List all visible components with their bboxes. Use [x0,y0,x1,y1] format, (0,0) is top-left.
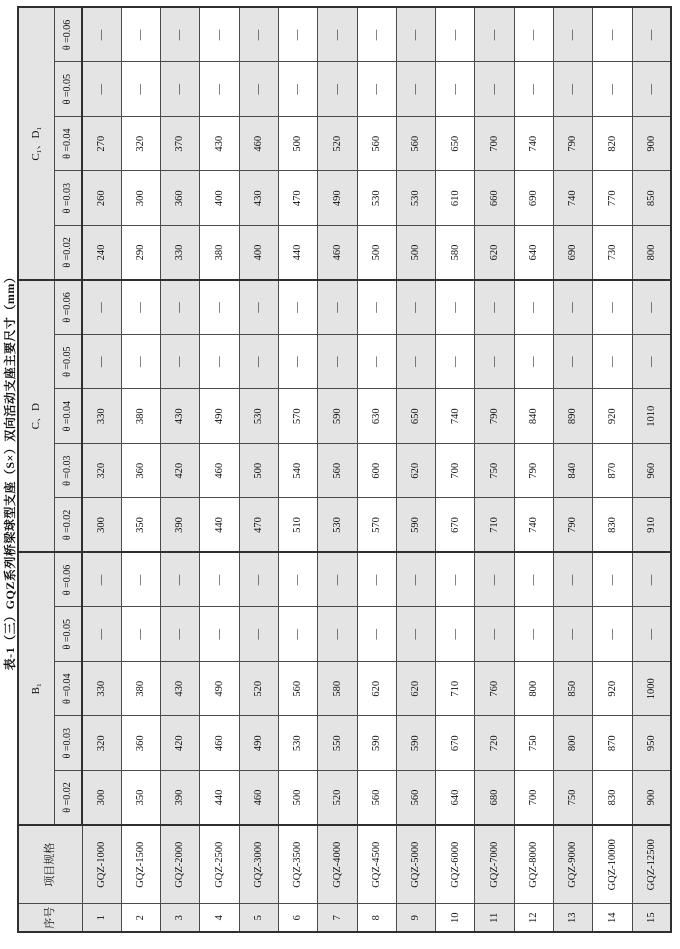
value-cell: 530 [278,716,317,771]
row-index-cell: 5 [239,904,278,932]
value-cell: 550 [318,716,357,771]
value-cell: — [357,62,396,117]
value-cell: — [357,7,396,62]
value-cell: 750 [514,716,553,771]
value-cell: 800 [554,716,593,771]
value-cell: 520 [318,116,357,171]
value-cell: 460 [239,771,278,826]
value-cell: — [318,7,357,62]
spec-cell: GQZ-12500 [632,825,671,904]
value-cell: 1010 [632,389,671,444]
value-cell: 830 [593,498,632,553]
value-cell: — [554,334,593,389]
theta-header: θ =0.02 [54,498,82,553]
value-cell: 400 [239,225,278,280]
group-header-c1d1: C₁、D₁ [18,7,54,280]
value-cell: — [161,280,200,335]
value-cell: — [514,607,553,662]
value-cell: — [278,607,317,662]
spec-cell: GQZ-4000 [318,825,357,904]
row-index-cell: 8 [357,904,396,932]
col-header-index: 序号 [18,904,82,932]
value-cell: 920 [593,389,632,444]
value-cell: — [475,607,514,662]
value-cell: 740 [514,498,553,553]
value-cell: 560 [318,443,357,498]
value-cell: 460 [200,716,239,771]
value-cell: — [200,62,239,117]
value-cell: — [239,7,278,62]
value-cell: — [554,62,593,117]
value-cell: 580 [436,225,475,280]
value-cell: 660 [475,171,514,226]
value-cell: — [239,280,278,335]
value-cell: 510 [278,498,317,553]
value-cell: 360 [121,716,160,771]
row-index-cell: 10 [436,904,475,932]
value-cell: — [436,62,475,117]
value-cell: 870 [593,443,632,498]
value-cell: 430 [239,171,278,226]
value-cell: — [436,280,475,335]
value-cell: 460 [200,443,239,498]
value-cell: — [514,7,553,62]
value-cell: 710 [475,498,514,553]
value-cell: 500 [278,116,317,171]
value-cell: — [593,62,632,117]
table-row [475,7,514,932]
value-cell: 560 [357,771,396,826]
value-cell: — [318,552,357,607]
table-row [593,7,632,932]
value-cell: — [436,607,475,662]
table-row [278,7,317,932]
theta-header: θ =0.05 [54,334,82,389]
value-cell: — [632,334,671,389]
theta-header: θ =0.04 [54,389,82,444]
value-cell: 790 [475,389,514,444]
value-cell: 240 [82,225,121,280]
value-cell: — [82,280,121,335]
value-cell: — [632,280,671,335]
value-cell: — [396,62,435,117]
value-cell: 500 [357,225,396,280]
value-cell: 830 [593,771,632,826]
value-cell: — [278,552,317,607]
value-cell: 270 [82,116,121,171]
row-index-cell: 6 [278,904,317,932]
row-index-cell: 7 [318,904,357,932]
value-cell: — [632,62,671,117]
value-cell: 520 [239,662,278,717]
row-index-cell: 4 [200,904,239,932]
value-cell: 520 [318,771,357,826]
value-cell: 380 [121,662,160,717]
value-cell: 350 [121,771,160,826]
value-cell: 370 [161,116,200,171]
table-row [357,7,396,932]
value-cell: 440 [200,771,239,826]
value-cell: 320 [82,716,121,771]
row-index-cell: 3 [161,904,200,932]
value-cell: — [82,7,121,62]
value-cell: 700 [475,116,514,171]
value-cell: — [200,7,239,62]
value-cell: 920 [593,662,632,717]
value-cell: — [357,607,396,662]
spec-cell: GQZ-1000 [82,825,121,904]
table-row [161,7,200,932]
theta-header: θ =0.03 [54,171,82,226]
value-cell: — [121,607,160,662]
theta-header: θ =0.06 [54,280,82,335]
value-cell: 950 [632,716,671,771]
table-row [436,7,475,932]
value-cell: 290 [121,225,160,280]
value-cell: 590 [396,498,435,553]
value-cell: 590 [357,716,396,771]
value-cell: — [554,280,593,335]
table-row [121,7,160,932]
value-cell: 690 [554,225,593,280]
value-cell: — [239,552,278,607]
value-cell: 530 [396,171,435,226]
value-cell: — [632,552,671,607]
value-cell: 590 [396,716,435,771]
value-cell: 380 [121,389,160,444]
value-cell: 610 [436,171,475,226]
value-cell: — [514,552,553,607]
value-cell: 560 [357,116,396,171]
value-cell: 1000 [632,662,671,717]
value-cell: 740 [436,389,475,444]
value-cell: 500 [396,225,435,280]
value-cell: — [278,62,317,117]
row-index-cell: 12 [514,904,553,932]
value-cell: 490 [318,171,357,226]
value-cell: 650 [436,116,475,171]
value-cell: — [161,62,200,117]
spec-cell: GQZ-10000 [593,825,632,904]
value-cell: 790 [554,498,593,553]
value-cell: 870 [593,716,632,771]
value-cell: 580 [318,662,357,717]
value-cell: 300 [82,498,121,553]
value-cell: 470 [278,171,317,226]
value-cell: 850 [632,171,671,226]
value-cell: 640 [436,771,475,826]
value-cell: — [121,552,160,607]
value-cell: — [396,280,435,335]
value-cell: 710 [436,662,475,717]
value-cell: 650 [396,389,435,444]
theta-header: θ =0.02 [54,225,82,280]
value-cell: 460 [318,225,357,280]
value-cell: — [554,552,593,607]
value-cell: 630 [357,389,396,444]
value-cell: 760 [475,662,514,717]
value-cell: 390 [161,498,200,553]
row-index-cell: 2 [121,904,160,932]
col-header-spec: 项目规格 [18,825,82,904]
value-cell: — [436,552,475,607]
value-cell: 330 [82,662,121,717]
value-cell: — [357,280,396,335]
value-cell: 770 [593,171,632,226]
spec-cell: GQZ-5000 [396,825,435,904]
value-cell: 960 [632,443,671,498]
value-cell: — [632,7,671,62]
value-cell: 470 [239,498,278,553]
table-row [318,7,357,932]
value-cell: 400 [200,171,239,226]
value-cell: — [357,552,396,607]
spec-cell: GQZ-3500 [278,825,317,904]
theta-header: θ =0.04 [54,116,82,171]
row-index-cell: 14 [593,904,632,932]
theta-header: θ =0.04 [54,662,82,717]
theta-header: θ =0.03 [54,443,82,498]
value-cell: — [121,62,160,117]
value-cell: — [239,607,278,662]
value-cell: — [593,607,632,662]
value-cell: — [239,62,278,117]
value-cell: — [318,607,357,662]
value-cell: 420 [161,443,200,498]
value-cell: — [396,7,435,62]
value-cell: — [200,607,239,662]
value-cell: — [200,552,239,607]
table-row [514,7,553,932]
table-row [82,7,121,932]
value-cell: 460 [239,116,278,171]
value-cell: 910 [632,498,671,553]
value-cell: 350 [121,498,160,553]
value-cell: 320 [82,443,121,498]
value-cell: 740 [514,116,553,171]
value-cell: 430 [200,116,239,171]
value-cell: 360 [121,443,160,498]
value-cell: — [396,334,435,389]
value-cell: 680 [475,771,514,826]
value-cell: 540 [278,443,317,498]
value-cell: 570 [278,389,317,444]
value-cell: — [318,62,357,117]
value-cell: — [121,334,160,389]
row-index-cell: 15 [632,904,671,932]
value-cell: 750 [475,443,514,498]
value-cell: 800 [632,225,671,280]
value-cell: 790 [554,116,593,171]
value-cell: 900 [632,116,671,171]
value-cell: — [318,334,357,389]
value-cell: — [200,334,239,389]
value-cell: — [357,334,396,389]
value-cell: 740 [554,171,593,226]
value-cell: 620 [357,662,396,717]
table-row [239,7,278,932]
value-cell: 430 [161,662,200,717]
value-cell: 420 [161,716,200,771]
value-cell: 560 [396,771,435,826]
value-cell: 690 [514,171,553,226]
value-cell: — [475,62,514,117]
spec-cell: GQZ-7000 [475,825,514,904]
value-cell: 600 [357,443,396,498]
value-cell: — [161,7,200,62]
value-cell: — [82,334,121,389]
row-index-cell: 13 [554,904,593,932]
value-cell: 820 [593,116,632,171]
value-cell: 570 [357,498,396,553]
value-cell: — [200,280,239,335]
value-cell: 560 [278,662,317,717]
value-cell: 750 [554,771,593,826]
theta-header: θ =0.05 [54,62,82,117]
value-cell: — [593,7,632,62]
value-cell: 560 [396,116,435,171]
value-cell: — [161,334,200,389]
value-cell: — [475,552,514,607]
value-cell: 320 [121,116,160,171]
spec-cell: GQZ-4500 [357,825,396,904]
value-cell: — [82,62,121,117]
value-cell: — [514,280,553,335]
row-index-cell: 11 [475,904,514,932]
value-cell: — [475,334,514,389]
value-cell: 260 [82,171,121,226]
value-cell: — [121,280,160,335]
value-cell: — [436,7,475,62]
spec-cell: GQZ-2000 [161,825,200,904]
value-cell: — [396,552,435,607]
value-cell: 670 [436,498,475,553]
value-cell: — [161,607,200,662]
value-cell: — [514,334,553,389]
value-cell: 620 [475,225,514,280]
theta-header: θ =0.02 [54,771,82,826]
value-cell: 500 [278,771,317,826]
value-cell: — [278,280,317,335]
value-cell: 300 [121,171,160,226]
value-cell: 330 [82,389,121,444]
value-cell: 720 [475,716,514,771]
value-cell: — [396,607,435,662]
value-cell: — [278,7,317,62]
value-cell: 590 [318,389,357,444]
value-cell: 380 [200,225,239,280]
value-cell: — [554,7,593,62]
value-cell: 840 [554,443,593,498]
value-cell: 440 [200,498,239,553]
table-row [396,7,435,932]
value-cell: — [436,334,475,389]
spec-cell: GQZ-1500 [121,825,160,904]
table-row [200,7,239,932]
theta-header: θ =0.03 [54,716,82,771]
group-header-b1: B₁ [18,552,54,825]
spec-cell: GQZ-8000 [514,825,553,904]
value-cell: 490 [200,662,239,717]
group-header-cd: C、D [18,280,54,553]
table-title: 表-1（三）GQZ系列桥梁球型支座（S×）双向活动支座主要尺寸（mm） [3,270,17,671]
value-cell: 530 [239,389,278,444]
spec-cell: GQZ-2500 [200,825,239,904]
bearing-dimensions-table [17,6,672,933]
value-cell: — [593,280,632,335]
value-cell: 530 [357,171,396,226]
value-cell: 390 [161,771,200,826]
value-cell: — [475,280,514,335]
value-cell: 360 [161,171,200,226]
value-cell: 840 [514,389,553,444]
value-cell: 490 [239,716,278,771]
spec-cell: GQZ-3000 [239,825,278,904]
value-cell: 640 [514,225,553,280]
value-cell: 330 [161,225,200,280]
spec-cell: GQZ-9000 [554,825,593,904]
value-cell: 300 [82,771,121,826]
table-row [632,7,671,932]
value-cell: 440 [278,225,317,280]
value-cell: 730 [593,225,632,280]
value-cell: — [554,607,593,662]
value-cell: — [593,552,632,607]
value-cell: 620 [396,443,435,498]
theta-header: θ =0.06 [54,552,82,607]
value-cell: — [475,7,514,62]
value-cell: 700 [514,771,553,826]
row-index-cell: 1 [82,904,121,932]
value-cell: 490 [200,389,239,444]
value-cell: 900 [632,771,671,826]
spec-cell: GQZ-6000 [436,825,475,904]
value-cell: — [82,552,121,607]
value-cell: 670 [436,716,475,771]
value-cell: 850 [554,662,593,717]
row-index-cell: 9 [396,904,435,932]
value-cell: 530 [318,498,357,553]
value-cell: — [161,552,200,607]
value-cell: 890 [554,389,593,444]
value-cell: — [514,62,553,117]
theta-header: θ =0.06 [54,7,82,62]
value-cell: 700 [436,443,475,498]
value-cell: — [239,334,278,389]
value-cell: 500 [239,443,278,498]
value-cell: — [278,334,317,389]
value-cell: — [593,334,632,389]
table-row [554,7,593,932]
value-cell: — [632,607,671,662]
value-cell: — [82,607,121,662]
value-cell: 430 [161,389,200,444]
value-cell: 620 [396,662,435,717]
value-cell: 800 [514,662,553,717]
value-cell: 790 [514,443,553,498]
value-cell: — [121,7,160,62]
theta-header: θ =0.05 [54,607,82,662]
value-cell: — [318,280,357,335]
